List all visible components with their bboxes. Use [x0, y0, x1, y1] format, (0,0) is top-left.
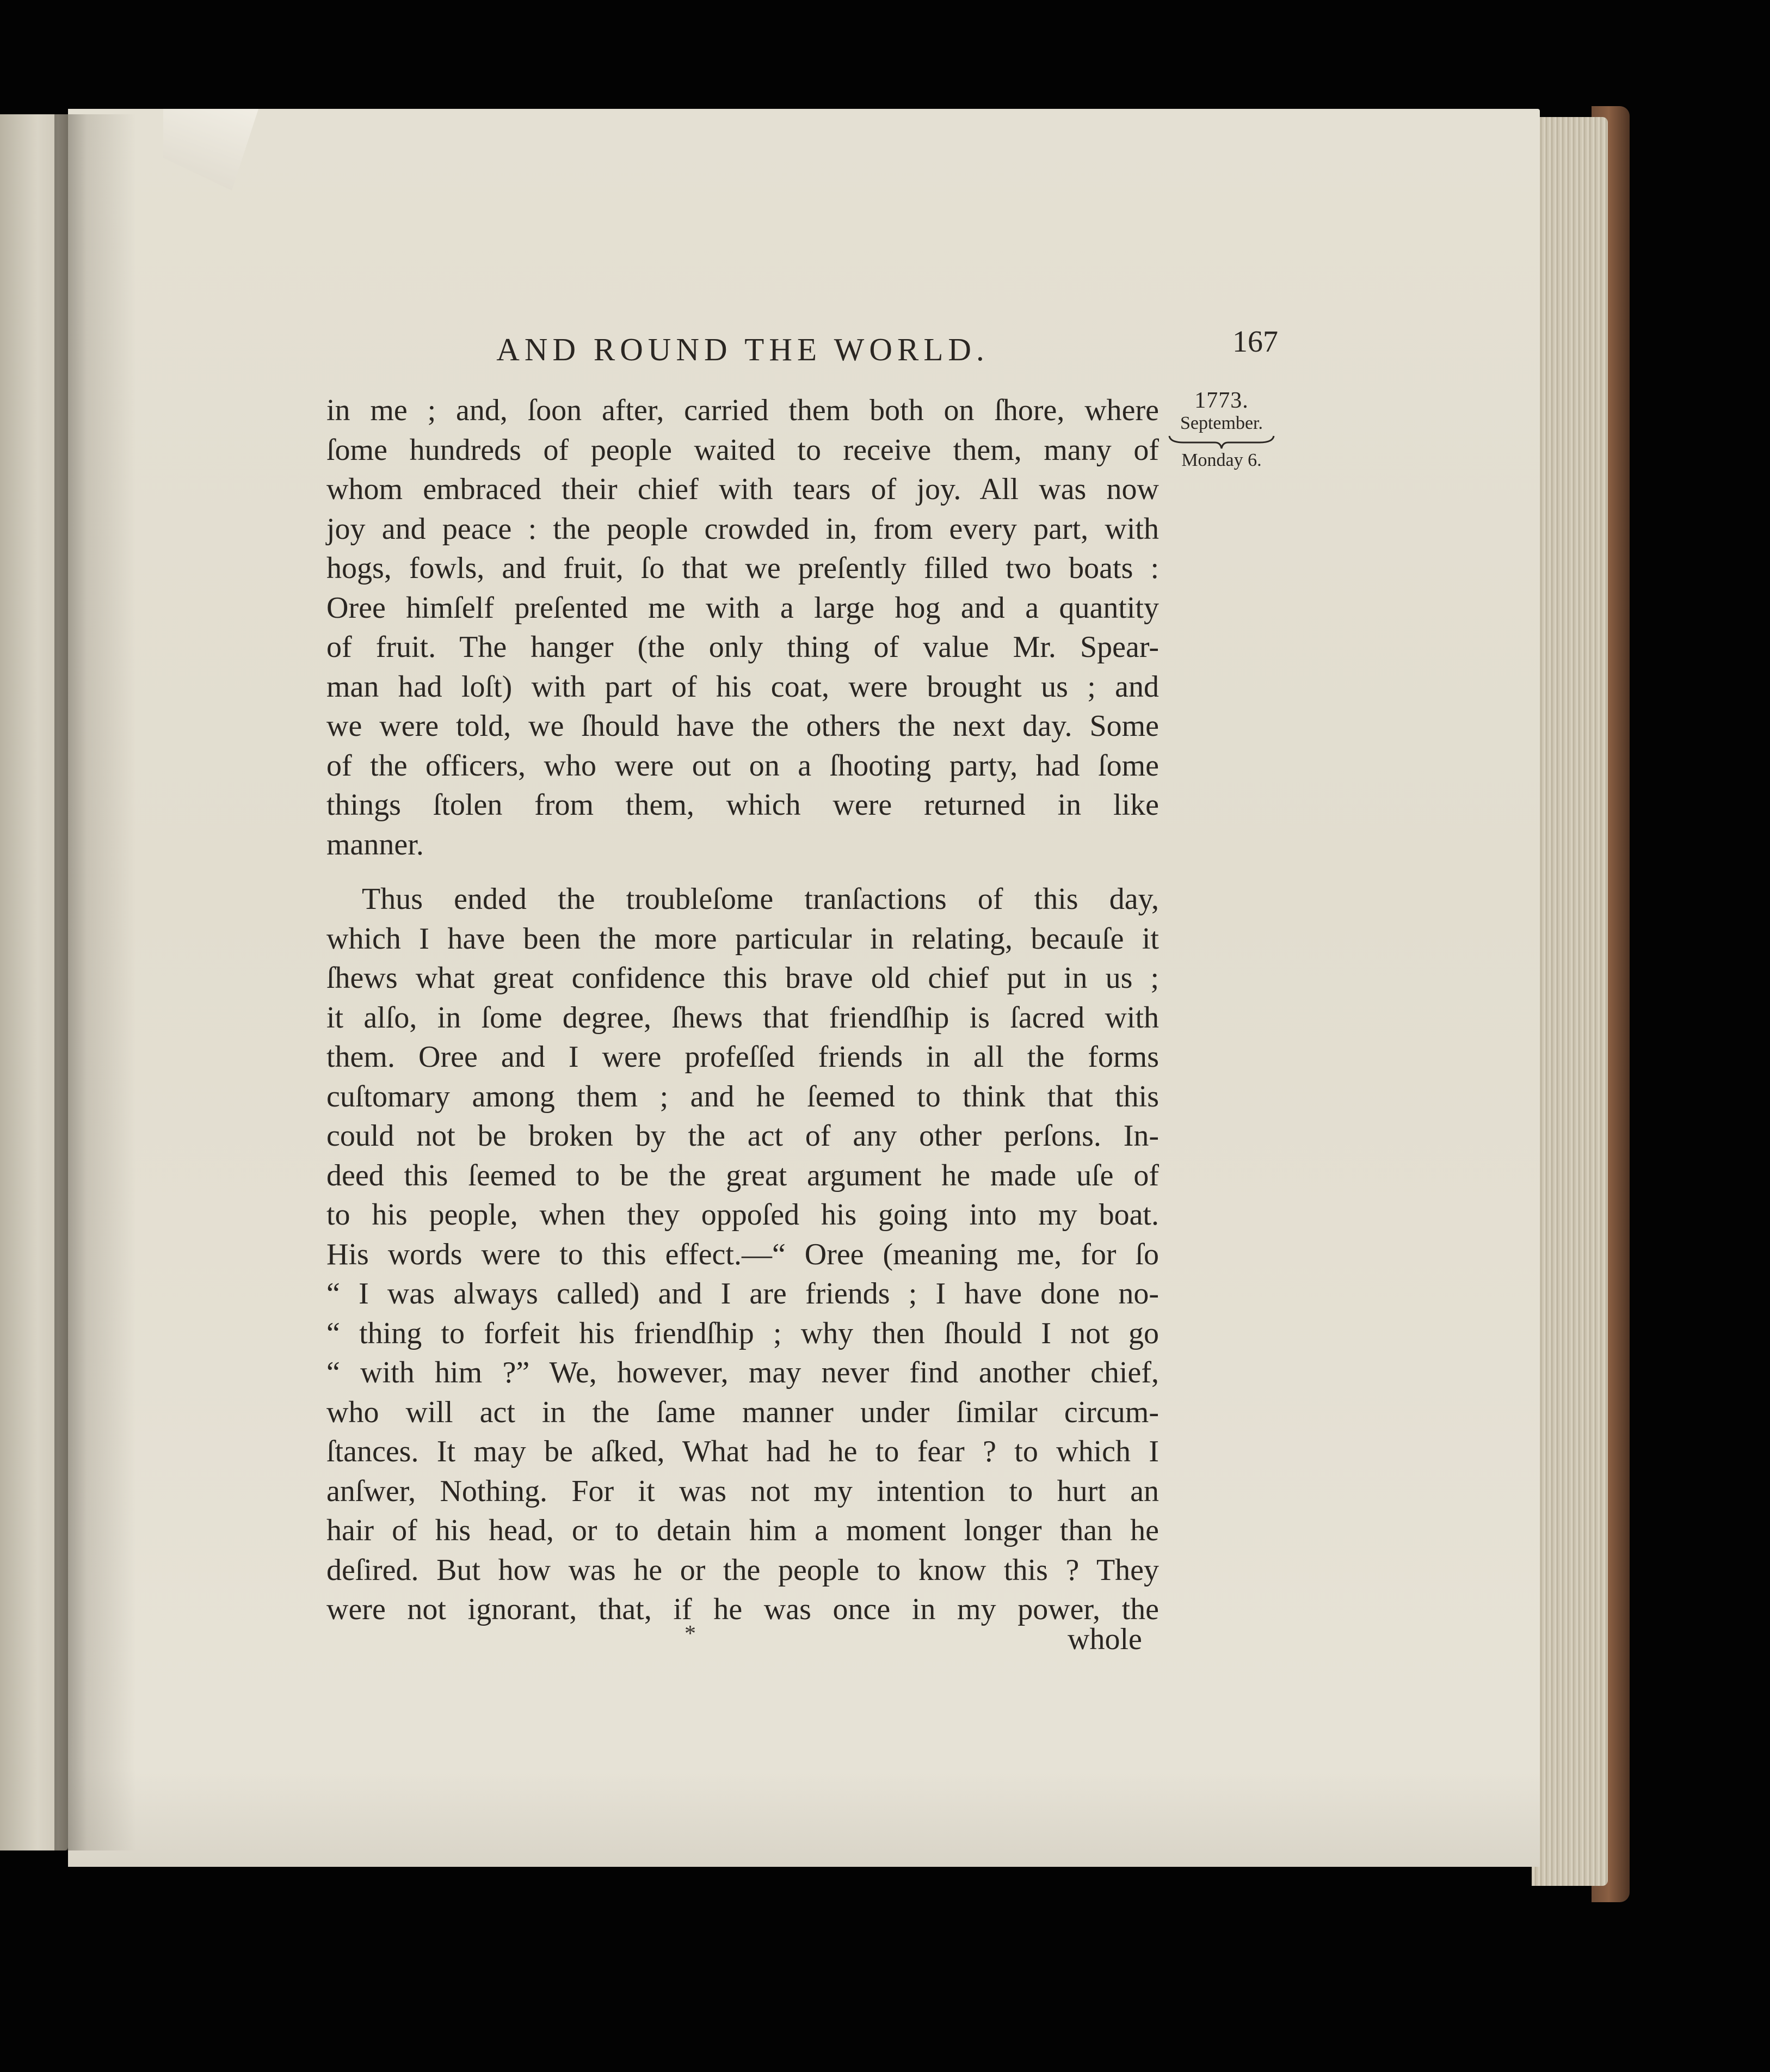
text-line: them. Oree and I were profeſſed friends in all the forms — [326, 1040, 1159, 1074]
text-line: man had loſt) with part of his coat, were brought us ; and — [326, 669, 1159, 704]
text-line: of the officers, who were out on a ſhooting party, had ſome — [326, 748, 1159, 783]
text-line: hair of his head, or to detain him a moment longer than he — [326, 1514, 1159, 1547]
signature-mark: * — [684, 1621, 696, 1646]
text-line: hogs, fowls, and fruit, ſo that we preſently filled two boats : — [326, 551, 1159, 585]
text-line: whom embraced their chief with tears of joy. All was now — [326, 472, 1159, 506]
text-line: in me ; and, ſoon after, carried them both on ſhore, where — [326, 394, 1159, 427]
text-line: of fruit. The hanger (the only thing of value Mr. Spear- — [326, 630, 1159, 664]
text-line: we were told, we ſhould have the others the next day. Some — [326, 709, 1159, 743]
text-line: ſome hundreds of people waited to receive them, many of — [326, 433, 1159, 467]
brace-icon — [1167, 434, 1276, 450]
page-block-edges — [1532, 117, 1608, 1886]
paragraph-gap — [326, 864, 1159, 880]
previous-page-edge — [0, 114, 68, 1850]
text-line: who will act in the ſame manner under ſimilar circum- — [326, 1395, 1159, 1429]
text-line: “ with him ?” We, however, may never find another chief, — [326, 1356, 1159, 1389]
text-line: joy and peace : the people crowded in, from every part, with — [326, 512, 1159, 546]
page-number: 167 — [1232, 325, 1278, 359]
text-line: anſwer, Nothing. For it was not my intention to hurt an — [326, 1474, 1159, 1508]
text-line: things ſtolen from them, which were returned in like — [326, 788, 1159, 822]
text-line: which I have been the more particular in relating, becauſe it — [326, 921, 1159, 956]
text-line: manner. — [326, 827, 424, 862]
body-text — [326, 391, 1159, 1630]
margin-note-month: September. — [1180, 413, 1263, 433]
text-line: “ I was always called) and I are friends ; I have done no- — [326, 1277, 1159, 1311]
margin-note — [1164, 389, 1279, 470]
text-line: deed this ſeemed to be the great argument he made uſe of — [326, 1158, 1159, 1192]
text-line: Oree himſelf preſented me with a large hog and a quantity — [326, 591, 1159, 625]
text-line: ſhews what great confidence this brave old chief put in us ; — [326, 961, 1159, 995]
text-line: it alſo, in ſome degree, ſhews that friendſhip is ſacred with — [326, 1000, 1159, 1035]
margin-note-day: Monday 6. — [1181, 450, 1262, 470]
text-line: Thus ended the troubleſome tranſactions of this day, — [362, 882, 1159, 916]
margin-note-year: 1773. — [1194, 388, 1249, 413]
text-line: ſtances. It may be aſked, What had he to fear ? to which I — [326, 1435, 1159, 1468]
text-line: “ thing to forfeit his friendſhip ; why then ſhould I not go — [326, 1316, 1159, 1350]
text-line: cuſtomary among them ; and he ſeemed to think that this — [326, 1079, 1159, 1114]
text-line: to his people, when they oppoſed his going into my boat. — [326, 1198, 1159, 1232]
text-line: were not ignorant, that, if he was once in my power, the — [326, 1593, 1159, 1626]
catchword: whole — [1068, 1622, 1142, 1656]
text-line: could not be broken by the act of any other perſons. In- — [326, 1119, 1159, 1153]
running-head: AND ROUND THE WORLD. — [496, 331, 989, 367]
text-line: His words were to this effect.—“ Oree (meaning me, for ſo — [326, 1237, 1159, 1271]
text-line: deſired. But how was he or the people to know this ? They — [326, 1553, 1159, 1587]
